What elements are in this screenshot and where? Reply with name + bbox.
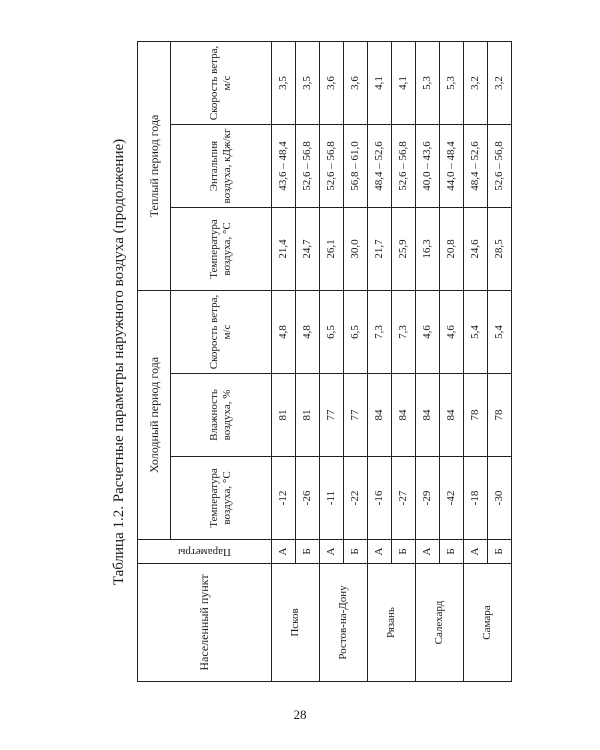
- warm-wind-cell: 3,2: [488, 41, 512, 124]
- warm-wind-cell: 5,3: [440, 41, 464, 124]
- param-cell: А: [368, 540, 392, 564]
- warm-temperature-cell: 26,1: [320, 207, 344, 290]
- warm-wind-cell: 3,5: [272, 41, 296, 124]
- cold-humidity-cell: 78: [464, 374, 488, 457]
- warm-temperature-cell: 25,9: [392, 207, 416, 290]
- warm-enthalpy-cell: 48,4 – 52,6: [368, 124, 392, 207]
- param-cell: Б: [440, 540, 464, 564]
- settlement-cell: Самара: [464, 564, 512, 682]
- warm-enthalpy-cell: 52,6 – 56,8: [488, 124, 512, 207]
- header-cold-wind: Скорость ветра, м/с: [171, 290, 272, 373]
- warm-enthalpy-cell: 40,0 – 43,6: [416, 124, 440, 207]
- warm-temperature-cell: 21,4: [272, 207, 296, 290]
- cold-humidity-cell: 78: [488, 374, 512, 457]
- cold-humidity-cell: 81: [296, 374, 320, 457]
- warm-enthalpy-cell: 52,6 – 56,8: [392, 124, 416, 207]
- table-row: [416, 41, 440, 681]
- warm-enthalpy-cell: 52,6 – 56,8: [296, 124, 320, 207]
- cold-temperature-cell: -27: [392, 457, 416, 540]
- header-cold-humidity: Влажность воздуха, %: [171, 374, 272, 457]
- cold-humidity-cell: 81: [272, 374, 296, 457]
- cold-temperature-cell: -29: [416, 457, 440, 540]
- cold-wind-cell: 6,5: [344, 290, 368, 373]
- cold-humidity-cell: 77: [320, 374, 344, 457]
- param-cell: А: [272, 540, 296, 564]
- settlement-cell: Салехард: [416, 564, 464, 682]
- warm-wind-cell: 4,1: [368, 41, 392, 124]
- cold-humidity-cell: 77: [344, 374, 368, 457]
- warm-wind-cell: 3,6: [320, 41, 344, 124]
- table-caption: Таблица 1.2. Расчетные параметры наружного воздуха (продолжение): [111, 138, 127, 586]
- cold-wind-cell: 7,3: [392, 290, 416, 373]
- warm-temperature-cell: 16,3: [416, 207, 440, 290]
- header-parameters-label: Параметры: [178, 546, 231, 558]
- param-cell: Б: [392, 540, 416, 564]
- param-cell: Б: [488, 540, 512, 564]
- warm-wind-cell: 3,2: [464, 41, 488, 124]
- warm-wind-cell: 5,3: [416, 41, 440, 124]
- header-cold-period: Холодный период года: [138, 290, 171, 539]
- cold-temperature-cell: -18: [464, 457, 488, 540]
- cold-temperature-cell: -22: [344, 457, 368, 540]
- cold-wind-cell: 5,4: [488, 290, 512, 373]
- header-warm-wind: Скорость ветра, м/с: [171, 41, 272, 124]
- warm-wind-cell: 4,1: [392, 41, 416, 124]
- warm-wind-cell: 3,5: [296, 41, 320, 124]
- cold-temperature-cell: -11: [320, 457, 344, 540]
- cold-humidity-cell: 84: [392, 374, 416, 457]
- warm-enthalpy-cell: 56,8 – 61,0: [344, 124, 368, 207]
- cold-temperature-cell: -16: [368, 457, 392, 540]
- header-warm-period: Теплый период года: [138, 41, 171, 290]
- header-warm-temperature: Температура воздуха, °С: [171, 207, 272, 290]
- param-cell: Б: [344, 540, 368, 564]
- settlement-cell: Псков: [272, 564, 320, 682]
- param-cell: А: [464, 540, 488, 564]
- cold-wind-cell: 5,4: [464, 290, 488, 373]
- cold-wind-cell: 4,6: [440, 290, 464, 373]
- warm-wind-cell: 3,6: [344, 41, 368, 124]
- warm-enthalpy-cell: 44,0 – 48,4: [440, 124, 464, 207]
- param-cell: А: [416, 540, 440, 564]
- settlement-cell: Рязань: [368, 564, 416, 682]
- settlement-cell: Ростов-на-Дону: [320, 564, 368, 682]
- warm-temperature-cell: 28,5: [488, 207, 512, 290]
- rotated-table-block: [107, 42, 505, 682]
- warm-enthalpy-cell: 52,6 – 56,8: [320, 124, 344, 207]
- cold-wind-cell: 4,8: [296, 290, 320, 373]
- table-row: [368, 41, 392, 681]
- warm-temperature-cell: 30,0: [344, 207, 368, 290]
- cold-wind-cell: 4,8: [272, 290, 296, 373]
- header-parameters: [138, 540, 272, 564]
- cold-humidity-cell: 84: [440, 374, 464, 457]
- header-warm-enthalpy: Энтальпия воздуха, кДж/кг: [171, 124, 272, 207]
- table-row: [272, 41, 296, 681]
- table-body: [272, 41, 512, 681]
- cold-temperature-cell: -12: [272, 457, 296, 540]
- warm-enthalpy-cell: 43,6 – 48,4: [272, 124, 296, 207]
- cold-humidity-cell: 84: [416, 374, 440, 457]
- warm-temperature-cell: 24,6: [464, 207, 488, 290]
- cold-humidity-cell: 84: [368, 374, 392, 457]
- cold-wind-cell: 7,3: [368, 290, 392, 373]
- header-settlement: Населенный пункт: [138, 564, 272, 682]
- param-cell: Б: [296, 540, 320, 564]
- warm-temperature-cell: 20,8: [440, 207, 464, 290]
- cold-temperature-cell: -30: [488, 457, 512, 540]
- param-cell: А: [320, 540, 344, 564]
- cold-wind-cell: 6,5: [320, 290, 344, 373]
- header-cold-temperature: Температура воздуха, °С: [171, 457, 272, 540]
- cold-temperature-cell: -42: [440, 457, 464, 540]
- warm-temperature-cell: 21,7: [368, 207, 392, 290]
- table-row: [320, 41, 344, 681]
- cold-temperature-cell: -26: [296, 457, 320, 540]
- page-number: 28: [293, 707, 307, 722]
- cold-wind-cell: 4,6: [416, 290, 440, 373]
- warm-temperature-cell: 24,7: [296, 207, 320, 290]
- table-row: [464, 41, 488, 681]
- warm-enthalpy-cell: 48,4 – 52,6: [464, 124, 488, 207]
- climate-parameters-table: [137, 41, 512, 682]
